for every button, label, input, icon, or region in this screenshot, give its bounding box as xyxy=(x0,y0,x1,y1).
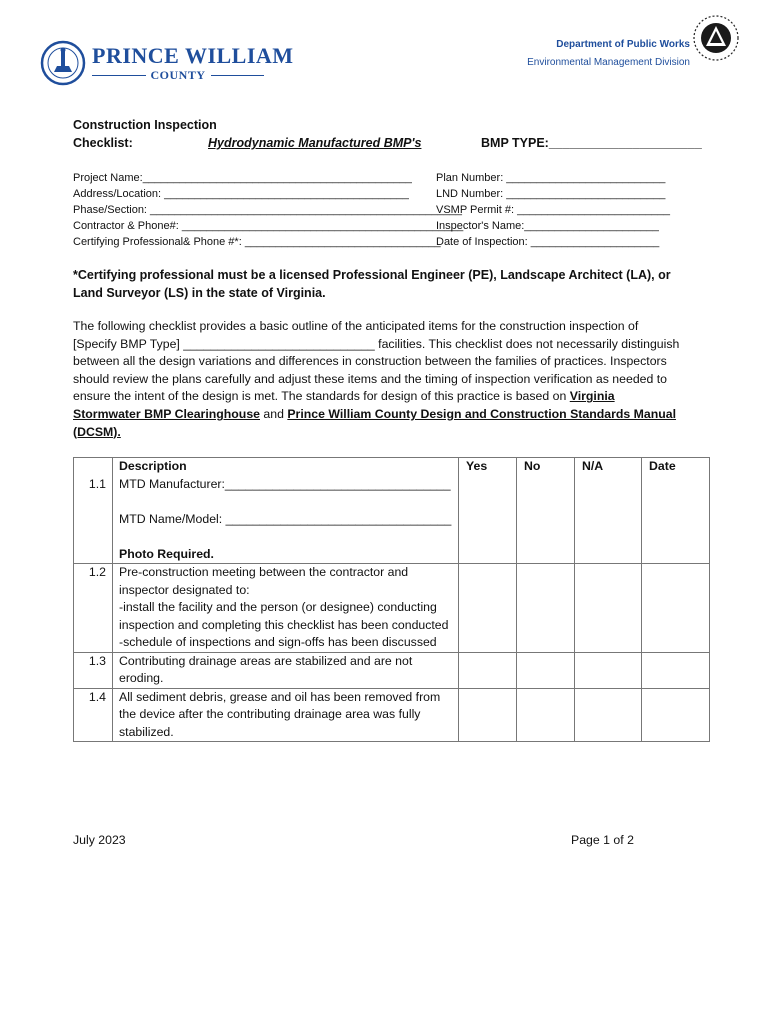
mtd-model-field[interactable]: MTD Name/Model: _________________________________ xyxy=(119,511,452,526)
plan-number-field[interactable]: Plan Number: __________________________ xyxy=(436,172,666,184)
fields-right xyxy=(436,170,670,250)
title-line-1: Construction Inspection xyxy=(73,118,217,132)
contractor-phone-field[interactable]: Contractor & Phone#: ______________________________________________ xyxy=(73,220,464,232)
row-number: 1.2 xyxy=(74,564,113,653)
phase-section-field[interactable]: Phase/Section: ___________________________________________________ xyxy=(73,204,463,216)
row-description: All sediment debris, grease and oil has been removed from the device after the contributing drainage area was fully stabilized. xyxy=(113,688,459,742)
inspection-date-field[interactable]: Date of Inspection: _____________________ xyxy=(436,236,660,248)
intro-paragraph xyxy=(73,318,683,441)
no-cell[interactable] xyxy=(517,652,575,688)
divider xyxy=(92,75,146,76)
date-cell[interactable] xyxy=(642,652,710,688)
header-no: No xyxy=(517,458,575,564)
na-cell[interactable] xyxy=(575,688,642,742)
page-number: Page 1 of 2 xyxy=(571,833,634,847)
address-field[interactable]: Address/Location: ________________________________________ xyxy=(73,188,409,200)
table-row xyxy=(74,652,710,688)
row-description: Contributing drainage areas are stabilized and are not eroding. xyxy=(113,652,459,688)
accreditation-badge-icon xyxy=(692,14,740,62)
department-block xyxy=(527,38,690,70)
row-number: 1.4 xyxy=(74,688,113,742)
header-na: N/A xyxy=(575,458,642,564)
yes-cell[interactable] xyxy=(459,688,517,742)
bmp-clearinghouse-link[interactable]: Virginia Stormwater BMP Clearinghouse xyxy=(73,389,615,421)
inspector-name-field[interactable]: Inspector's Name:______________________ xyxy=(436,220,659,232)
bmp-type-field[interactable]: BMP TYPE:______________________ xyxy=(481,136,702,150)
county-sub: COUNTY xyxy=(150,68,206,82)
date-cell[interactable] xyxy=(642,564,710,653)
divider xyxy=(211,75,265,76)
lnd-number-field[interactable]: LND Number: __________________________ xyxy=(436,188,666,200)
project-name-field[interactable]: Project Name:____________________________________________ xyxy=(73,172,412,184)
header-description: Description xyxy=(113,458,459,476)
spacer xyxy=(119,528,454,546)
dcsm-link[interactable]: Prince William County Design and Construction Standards Manual (DCSM). xyxy=(73,406,677,439)
certifying-professional-field[interactable]: Certifying Professional& Phone #*: ________________________________ xyxy=(73,236,441,248)
fields-left xyxy=(73,170,463,250)
row-description xyxy=(113,476,459,564)
vsmp-permit-field[interactable]: VSMP Permit #: _________________________ xyxy=(436,204,671,216)
header-yes: Yes xyxy=(459,458,517,564)
na-cell[interactable] xyxy=(575,652,642,688)
spacer xyxy=(119,493,454,511)
table-header-row xyxy=(74,458,710,476)
bmp-name: Hydrodynamic Manufactured BMP's xyxy=(208,136,422,150)
county-name: PRINCE WILLIAM xyxy=(92,43,294,68)
row-number: 1.3 xyxy=(74,652,113,688)
table-row xyxy=(74,564,710,653)
no-cell[interactable] xyxy=(517,688,575,742)
intro-text: The following checklist provides a basic outline of the anticipated items for the construction inspection of [Specify BMP Type] ____________________________ facilities. This checklist does not necessarily distinguish between all the design variations and differences in construction between the families of practices. Inspectors should review the plans carefully and adjust these items and the timing of inspection verification as needed to ensure the intent of the design is met. The standards for design of this practice is based on xyxy=(73,319,680,404)
date-cell[interactable] xyxy=(642,688,710,742)
row-number: 1.1 xyxy=(74,476,113,564)
yes-cell[interactable] xyxy=(459,564,517,653)
header-date: Date xyxy=(642,458,710,564)
footer-date: July 2023 xyxy=(73,833,126,847)
certification-note: *Certifying professional must be a licensed Professional Engineer (PE), Landscape Architect (LA), or Land Surveyor (LS) in the state of Virginia. xyxy=(73,268,671,300)
row-description xyxy=(113,564,459,653)
county-sub-row xyxy=(92,68,264,83)
county-seal-logo xyxy=(40,38,86,88)
county-wordmark xyxy=(92,44,294,83)
intro-and: and xyxy=(260,406,288,421)
yes-cell[interactable] xyxy=(459,652,517,688)
department-name: Department of Public Works xyxy=(556,39,690,50)
row-subitem: -schedule of inspections and sign-offs has been discussed xyxy=(119,635,437,649)
title-line-2: Checklist: xyxy=(73,136,133,150)
photo-required-label: Photo Required. xyxy=(119,546,214,561)
no-cell[interactable] xyxy=(517,564,575,653)
division-name: Environmental Management Division xyxy=(527,57,690,68)
row-subitem: -install the facility and the person (or designee) conducting inspection and completing this checklist has been conducted xyxy=(119,600,449,632)
table-row xyxy=(74,688,710,742)
header-num xyxy=(74,458,113,476)
row-text: Pre-construction meeting between the contractor and inspector designated to: xyxy=(119,565,409,597)
checklist-table xyxy=(73,457,710,742)
na-cell[interactable] xyxy=(575,564,642,653)
mtd-manufacturer-field[interactable]: MTD Manufacturer:_________________________________ xyxy=(119,476,451,491)
